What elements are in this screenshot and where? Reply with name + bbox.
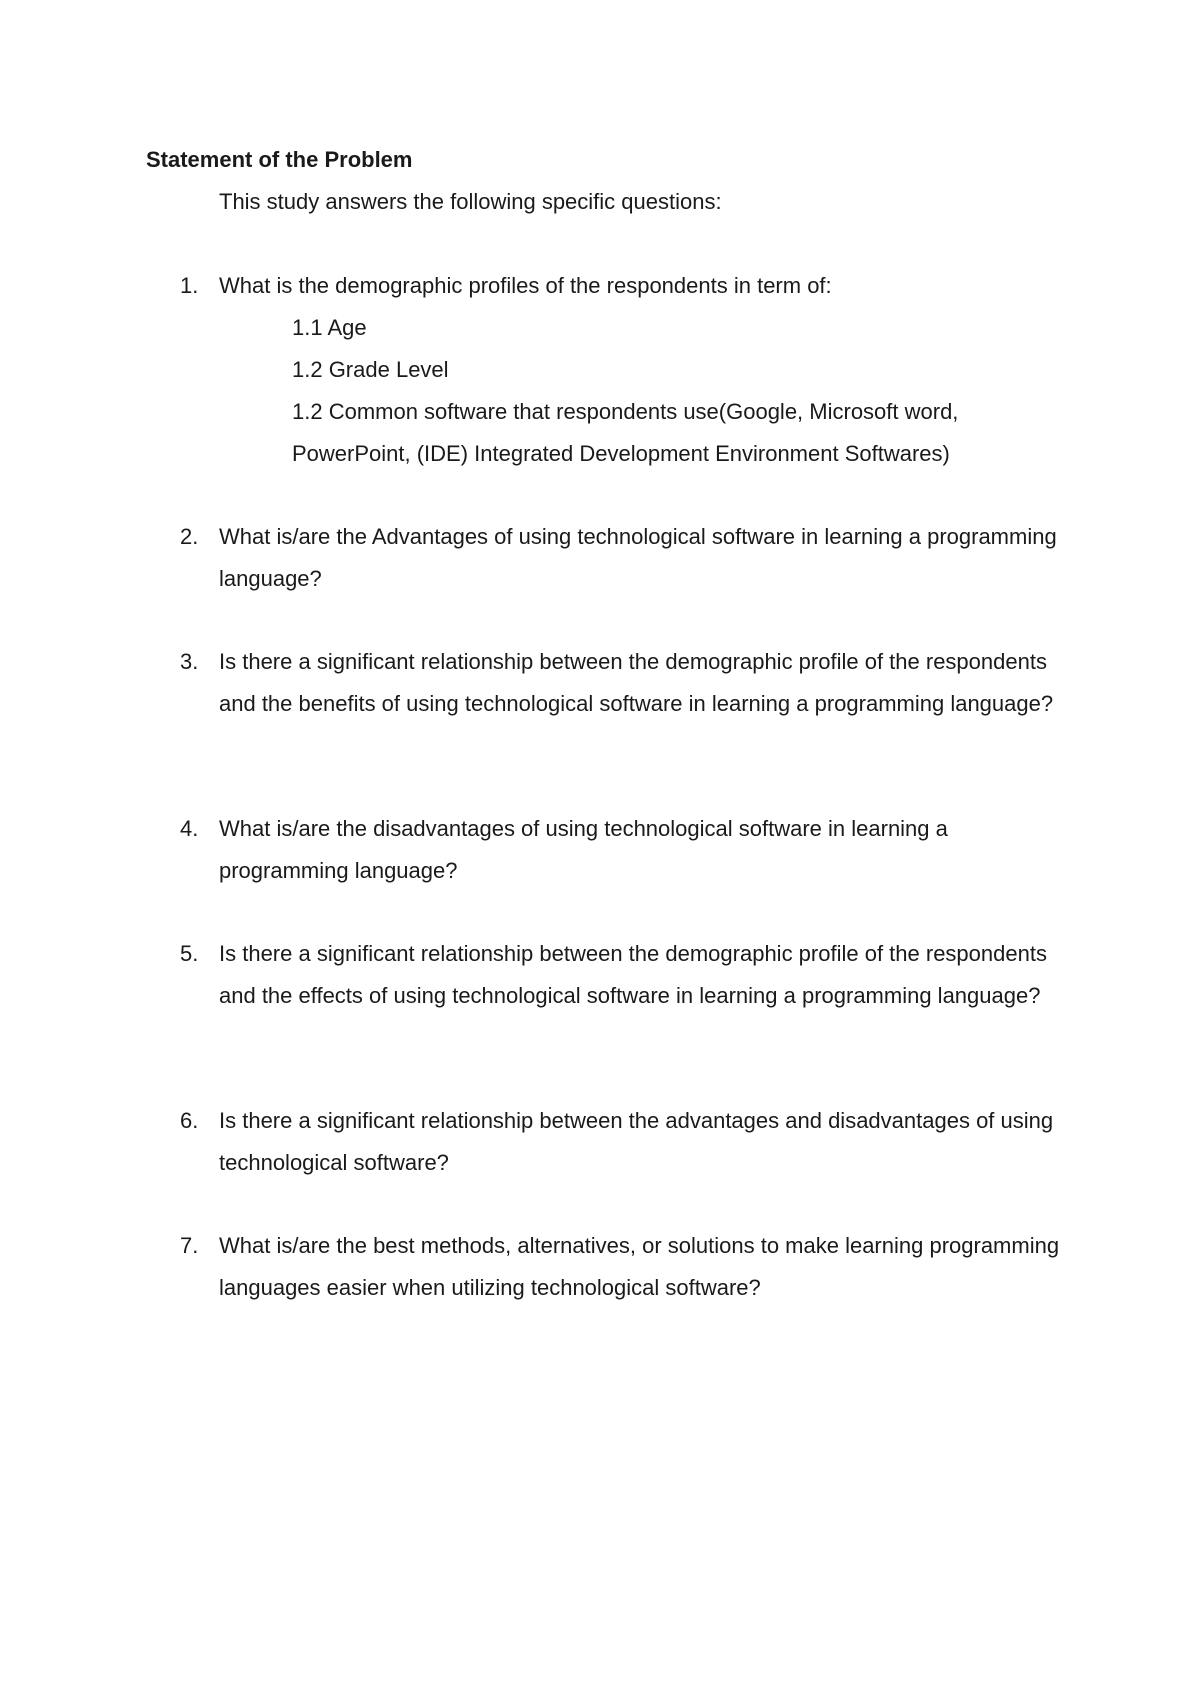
question-4	[180, 808, 1080, 892]
question-number: 3.	[180, 649, 199, 674]
question-2	[180, 516, 1080, 600]
question-text: What is/are the Advantages of using technological software in learning a programming language?	[219, 524, 1057, 591]
question-7	[180, 1225, 1080, 1309]
question-number: 7.	[180, 1233, 199, 1258]
question-number: 1.	[180, 273, 199, 298]
sub-item-grade-level: 1.2 Grade Level	[292, 357, 449, 382]
question-6	[180, 1100, 1080, 1184]
question-number: 2.	[180, 524, 199, 549]
intro-paragraph: This study answers the following specific questions:	[219, 189, 722, 214]
section-heading: Statement of the Problem	[146, 147, 413, 172]
question-text: What is the demographic profiles of the respondents in term of:	[219, 273, 832, 298]
sub-item-age: 1.1 Age	[292, 315, 367, 340]
question-text: What is/are the best methods, alternatives, or solutions to make learning programming languages easier when utilizing technological software?	[219, 1233, 1060, 1300]
question-number: 4.	[180, 816, 199, 841]
question-1	[180, 265, 1080, 307]
demographic-sub-list	[292, 307, 1072, 475]
question-text: Is there a significant relationship between the demographic profile of the respondents and the effects of using technological software in learning a programming language?	[219, 941, 1047, 1008]
question-3	[180, 641, 1080, 725]
sub-item-common-software: 1.2 Common software that respondents use(Google, Microsoft word, PowerPoint, (IDE) Integrated Development Environment Softwares)	[292, 399, 959, 466]
question-text: What is/are the disadvantages of using technological software in learning a programming language?	[219, 816, 948, 883]
question-number: 6.	[180, 1108, 199, 1133]
question-text: Is there a significant relationship between the advantages and disadvantages of using technological software?	[219, 1108, 1054, 1175]
question-5	[180, 933, 1080, 1017]
question-text: Is there a significant relationship between the demographic profile of the respondents and the benefits of using technological software in learning a programming language?	[219, 649, 1054, 716]
question-number: 5.	[180, 941, 199, 966]
